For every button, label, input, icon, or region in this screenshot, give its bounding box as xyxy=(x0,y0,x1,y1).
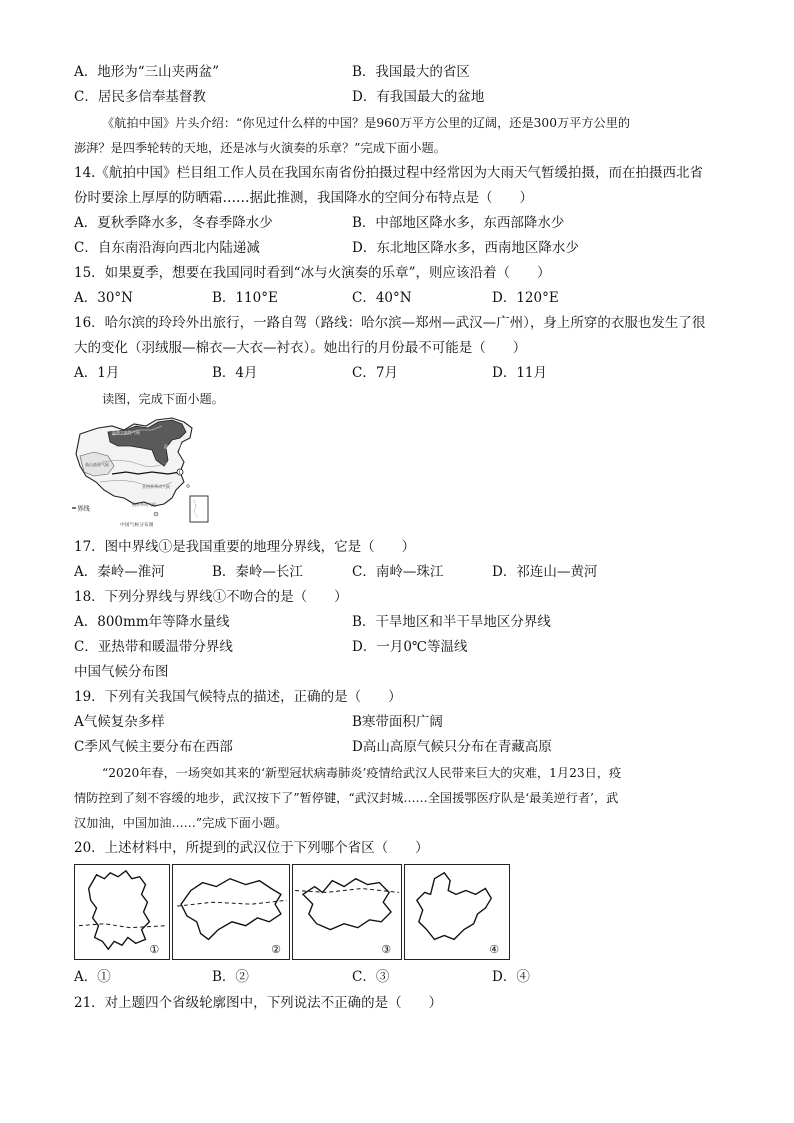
q17-option-b: B．秦岭—长江 xyxy=(212,564,303,580)
q15-option-a: A．30°N xyxy=(74,290,133,306)
province-map-2 xyxy=(172,864,290,960)
province-map-3 xyxy=(292,864,402,960)
q16-option-c: C．7月 xyxy=(352,365,398,381)
q14-stem-line-2: 份时要涂上厚厚的防晒霜……据此推测，我国降水的空间分布特点是（ ） xyxy=(74,190,533,206)
province-map-4-label: ④ xyxy=(489,943,499,957)
q15-option-d: D．120°E xyxy=(492,290,559,306)
province-map-1 xyxy=(74,864,170,960)
q19-option-b: B寒带面积广阔 xyxy=(352,714,443,730)
intro-2-line-2: 情防控到了刻不容缓的地步，武汉按下了”暂停键，“武汉封城……全国援鄂医疗队是‘最美逆行者’，武 xyxy=(74,791,619,805)
q16-stem-line-1: 16．哈尔滨的玲玲外出旅行，一路自驾（路线：哈尔滨—郑州—武汉—广州），身上所穿的衣服也发生了很 xyxy=(74,315,706,331)
q19-option-c: C季风气候主要分布在西部 xyxy=(74,739,233,755)
q18-stem: 18．下列分界线与界线①不吻合的是（ ） xyxy=(74,589,348,605)
q16-option-d: D．11月 xyxy=(492,365,548,381)
q18-option-b: B．干旱地区和半干旱地区分界线 xyxy=(352,614,551,630)
q19-option-a: A气候复杂多样 xyxy=(74,714,165,730)
q13-option-d: D．有我国最大的盆地 xyxy=(352,89,485,105)
map-zone-label: 亚热带季风气候 xyxy=(142,484,170,489)
province-map-3-label: ③ xyxy=(381,943,391,957)
province-map-1-label: ① xyxy=(149,943,160,957)
intro-2-line-3: 汉加油，中国加油……”完成下面小题。 xyxy=(74,816,288,830)
q17-stem: 17．图中界线①是我国重要的地理分界线，它是（ ） xyxy=(74,539,416,555)
q17-option-d: D．祁连山—黄河 xyxy=(492,564,598,580)
q18-option-c: C．亚热带和暖温带分界线 xyxy=(74,639,233,655)
intro-1-line-2: 澎湃？是四季轮转的天地，还是冰与火演奏的乐章？”完成下面小题。 xyxy=(74,141,446,155)
intro-2-line-1: “2020年春，一场突如其来的‘新型冠状病毒肺炎’疫情给武汉人民带来巨大的灾难，1月23日，疫 xyxy=(102,766,622,780)
map-intro: 读图，完成下面小题。 xyxy=(102,392,224,406)
q20-option-c: C．③ xyxy=(352,969,390,985)
map-zone-label: 热带季风气候 xyxy=(132,502,156,507)
q20-stem: 20．上述材料中，所提到的武汉位于下列哪个省区（ ） xyxy=(74,840,429,856)
intro-1-line-1: 《航拍中国》片头介绍：“你见过什么样的中国？是960万平方公里的辽阔，还是300万平方公里的 xyxy=(102,116,631,130)
q13-option-b: B．我国最大的省区 xyxy=(352,64,470,80)
q19-option-d: D高山高原气候只分布在青藏高原 xyxy=(352,739,552,755)
q16-stem-line-2: 大的变化（羽绒服—棉衣—大衣—衬衣）。她出行的月份最不可能是（ ） xyxy=(74,340,527,356)
q21-stem: 21．对上题四个省级轮廓图中，下列说法不正确的是（ ） xyxy=(74,995,443,1011)
q19-stem: 19．下列有关我国气候特点的描述，正确的是（ ） xyxy=(74,689,402,705)
q14-option-a: A．夏秋季降水多，冬春季降水少 xyxy=(74,215,273,231)
province-map-2-label: ② xyxy=(271,943,281,957)
map-zone-label: 温带季风气候 xyxy=(164,444,188,449)
svg-text:1: 1 xyxy=(178,470,182,475)
china-climate-map xyxy=(72,416,218,530)
q20-option-a: A．① xyxy=(74,969,111,985)
q14-stem-line-1: 14.《航拍中国》栏目组工作人员在我国东南省份拍摄过程中经常因为大雨天气暂缓拍摄，而在拍摄西北省 xyxy=(74,165,703,181)
map-title-repeat: 中国气候分布图 xyxy=(74,664,169,680)
map-zone-label: 高山高原气候 xyxy=(85,462,109,467)
q20-option-d: D．④ xyxy=(492,969,530,985)
china-climate-map-drawing xyxy=(72,416,218,530)
q17-option-a: A．秦岭—淮河 xyxy=(74,564,165,580)
q14-option-b: B．中部地区降水多，东西部降水少 xyxy=(352,215,565,231)
q17-option-c: C．南岭—珠江 xyxy=(352,564,444,580)
q15-stem: 15．如果夏季，想要在我国同时看到“冰与火演奏的乐章”，则应该沿着（ ） xyxy=(74,265,551,281)
q14-option-c: C．自东南沿海向西北内陆递减 xyxy=(74,240,260,256)
q18-option-a: A．800mm年等降水量线 xyxy=(74,614,230,630)
q18-option-d: D．一月0℃等温线 xyxy=(352,639,468,655)
q13-option-c: C．居民多信奉基督教 xyxy=(74,89,206,105)
q14-option-d: D．东北地区降水多，西南地区降水少 xyxy=(352,240,579,256)
q16-option-a: A．1月 xyxy=(74,365,120,381)
q20-option-b: B．② xyxy=(212,969,249,985)
q16-option-b: B．4月 xyxy=(212,365,258,381)
q15-option-c: C．40°N xyxy=(352,290,412,306)
q13-option-a: A．地形为“三山夹两盆” xyxy=(74,64,220,80)
province-map-4 xyxy=(404,864,510,960)
map-legend-label: 界线 xyxy=(77,504,90,513)
map-caption: 中国气候分布图 xyxy=(120,523,154,528)
q15-option-b: B．110°E xyxy=(212,290,278,306)
map-zone-label: 温带大陆性气候 xyxy=(112,430,140,435)
